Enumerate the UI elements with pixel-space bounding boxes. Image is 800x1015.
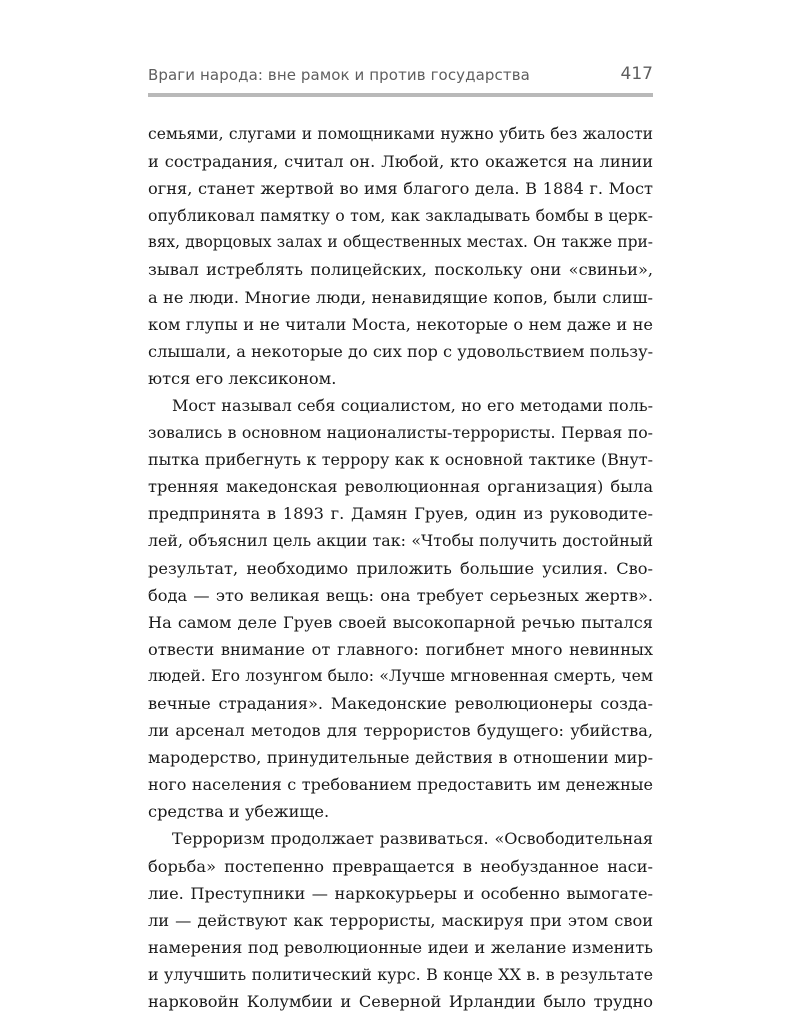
text-line: и улучшить политический курс. В конце XX в. в результате	[148, 964, 653, 984]
text-line: вях, дворцовых залах и общественных местах. Он также при-	[148, 233, 653, 252]
text-line: ются его лексиконом.	[148, 368, 337, 388]
text-line: людей. Его лозунгом было: «Лучше мгновенная смерть, чем	[148, 666, 653, 685]
body-text	[148, 121, 653, 1015]
text-line: борьба» постепенно превращается в необузданное наси-	[148, 856, 653, 876]
text-line: огня, станет жертвой во имя благого дела. В 1884 г. Мост	[148, 179, 653, 199]
text-line: зовались в основном националисты-террористы. Первая по-	[148, 423, 653, 443]
text-line: намерения под революционные идеи и желание изменить	[148, 937, 653, 957]
text-line: Терроризм продолжает развиваться. «Освободительная	[172, 829, 653, 849]
text-line: ли — действуют как террористы, маскируя при этом свои	[148, 910, 653, 930]
text-line: слышали, а некоторые до сих пор с удовольствием пользу-	[148, 341, 654, 361]
page-number: 417	[620, 64, 653, 84]
text-line: бода — это великая вещь: она требует серьезных жертв».	[148, 585, 653, 605]
text-line: Мост называл себя социалистом, но его методами поль-	[172, 395, 653, 415]
text-line: опубликовал памятку о том, как закладывать бомбы в церк-	[148, 206, 653, 226]
text-line: ного населения с требованием предоставить им денежные	[148, 775, 653, 795]
text-line: лие. Преступники — наркокурьеры и особенно вымогате-	[148, 883, 653, 903]
text-line: средства и убежище.	[148, 802, 330, 822]
text-line: отвести внимание от главного: погибнет много невинных	[148, 639, 653, 659]
text-line: тренняя македонская революционная организация) была	[148, 477, 653, 497]
text-line: и сострадания, считал он. Любой, кто окажется на линии	[148, 152, 653, 172]
text-line: нарковойн Колумбии и Северной Ирландии было трудно	[148, 992, 653, 1011]
text-line: результат, необходимо приложить большие усилия. Сво-	[148, 558, 653, 578]
text-line: лей, объяснил цель акции так: «Чтобы получить достойный	[148, 531, 653, 551]
header-rule	[148, 93, 653, 97]
text-line: зывал истреблять полицейских, поскольку они «свиньи»,	[148, 260, 653, 280]
text-line: На самом деле Груев своей высокопарной речью пытался	[148, 612, 653, 632]
text-line: предпринята в 1893 г. Дамян Груев, один из руководите-	[148, 504, 653, 524]
text-line: вечные страдания». Македонские революционеры созда-	[148, 693, 653, 713]
text-line: пытка прибегнуть к террору как к основной тактике (Внут-	[148, 450, 653, 470]
text-line: а не люди. Многие люди, ненавидящие копов, были слиш-	[148, 287, 653, 307]
text-line: мародерство, принудительные действия в отношении мир-	[148, 748, 653, 768]
running-head	[148, 64, 653, 92]
text-line: ком глупы и не читали Моста, некоторые о нем даже и не	[148, 314, 653, 334]
text-line: семьями, слугами и помощниками нужно убить без жалости	[148, 125, 653, 143]
running-title: Враги народа: вне рамок и против государства	[148, 66, 530, 84]
text-line: ли арсенал методов для террористов будущего: убийства,	[148, 721, 653, 741]
